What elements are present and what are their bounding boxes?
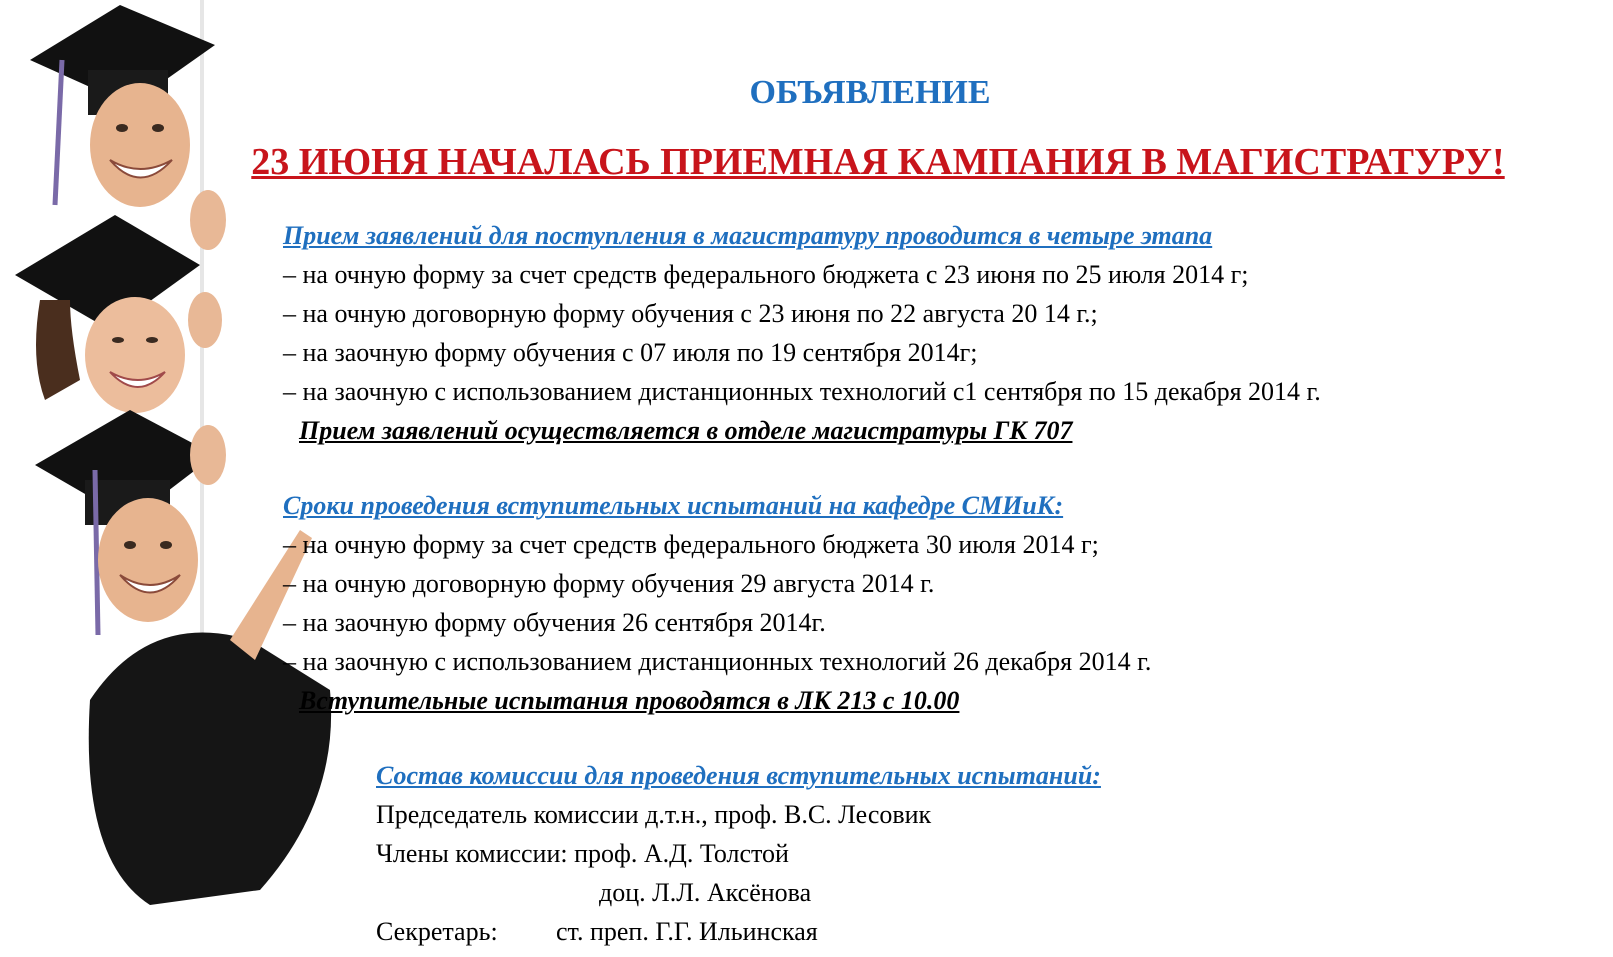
hand-top bbox=[190, 190, 226, 250]
announcement-title: ОБЪЯВЛЕНИЕ bbox=[749, 74, 991, 111]
commission-members-row bbox=[376, 834, 1101, 873]
secretary-row bbox=[376, 912, 1101, 951]
hand-bottom bbox=[190, 425, 226, 485]
hand-middle bbox=[188, 292, 222, 348]
commission-chair: Председатель комиссии д.т.н., проф. В.С. Лесовик bbox=[376, 800, 932, 829]
exams-item-1: – на очную форму за счет средств федерального бюджета 30 июля 2014 г; bbox=[283, 530, 1099, 559]
applications-heading: Прием заявлений для поступления в магистратуру проводится в четыре этапа bbox=[283, 221, 1213, 250]
exams-note: Вступительные испытания проводятся в ЛК 213 с 10.00 bbox=[299, 686, 960, 715]
applications-item-4: – на заочную с использованием дистанционных технологий с1 сентября по 15 декабря 2014 г. bbox=[283, 377, 1321, 406]
announcement-headline: 23 ИЮНЯ НАЧАЛАСЬ ПРИЕМНАЯ КАМПАНИЯ В МАГИСТРАТУРУ! bbox=[251, 141, 1505, 183]
applications-note: Прием заявлений осуществляется в отделе магистратуры ГК 707 bbox=[299, 416, 1073, 445]
exams-section bbox=[283, 486, 1151, 720]
members-label: Члены комиссии: bbox=[376, 839, 568, 868]
exams-item-2: – на очную договорную форму обучения 29 августа 2014 г. bbox=[283, 569, 935, 598]
commission-heading: Состав комиссии для проведения вступительных испытаний: bbox=[376, 761, 1101, 790]
face-middle bbox=[85, 297, 185, 413]
applications-section bbox=[283, 216, 1321, 450]
commission-section bbox=[376, 756, 1101, 951]
applications-item-3: – на заочную форму обучения с 07 июля по 19 сентября 2014г; bbox=[283, 338, 978, 367]
applications-item-2: – на очную договорную форму обучения с 23 июня по 22 августа 20 14 г.; bbox=[283, 299, 1098, 328]
student-top bbox=[30, 5, 226, 250]
applications-item-1: – на очную форму за счет средств федерального бюджета с 23 июня по 25 июля 2014 г; bbox=[283, 260, 1249, 289]
exams-item-3: – на заочную форму обучения 26 сентября 2014г. bbox=[283, 608, 826, 637]
face-bottom bbox=[98, 498, 198, 622]
member-2: доц. Л.Л. Аксёнова bbox=[599, 878, 812, 907]
secretary-label: Секретарь: bbox=[376, 917, 498, 946]
exams-item-4: – на заочную с использованием дистанционных технологий 26 декабря 2014 г. bbox=[283, 647, 1152, 676]
student-middle bbox=[15, 215, 222, 413]
secretary-name: ст. преп. Г.Г. Ильинская bbox=[556, 917, 818, 946]
exams-heading: Сроки проведения вступительных испытаний на кафедре СМИиК: bbox=[283, 491, 1064, 520]
face-top bbox=[90, 83, 190, 207]
member-1: проф. А.Д. Толстой bbox=[574, 839, 789, 868]
